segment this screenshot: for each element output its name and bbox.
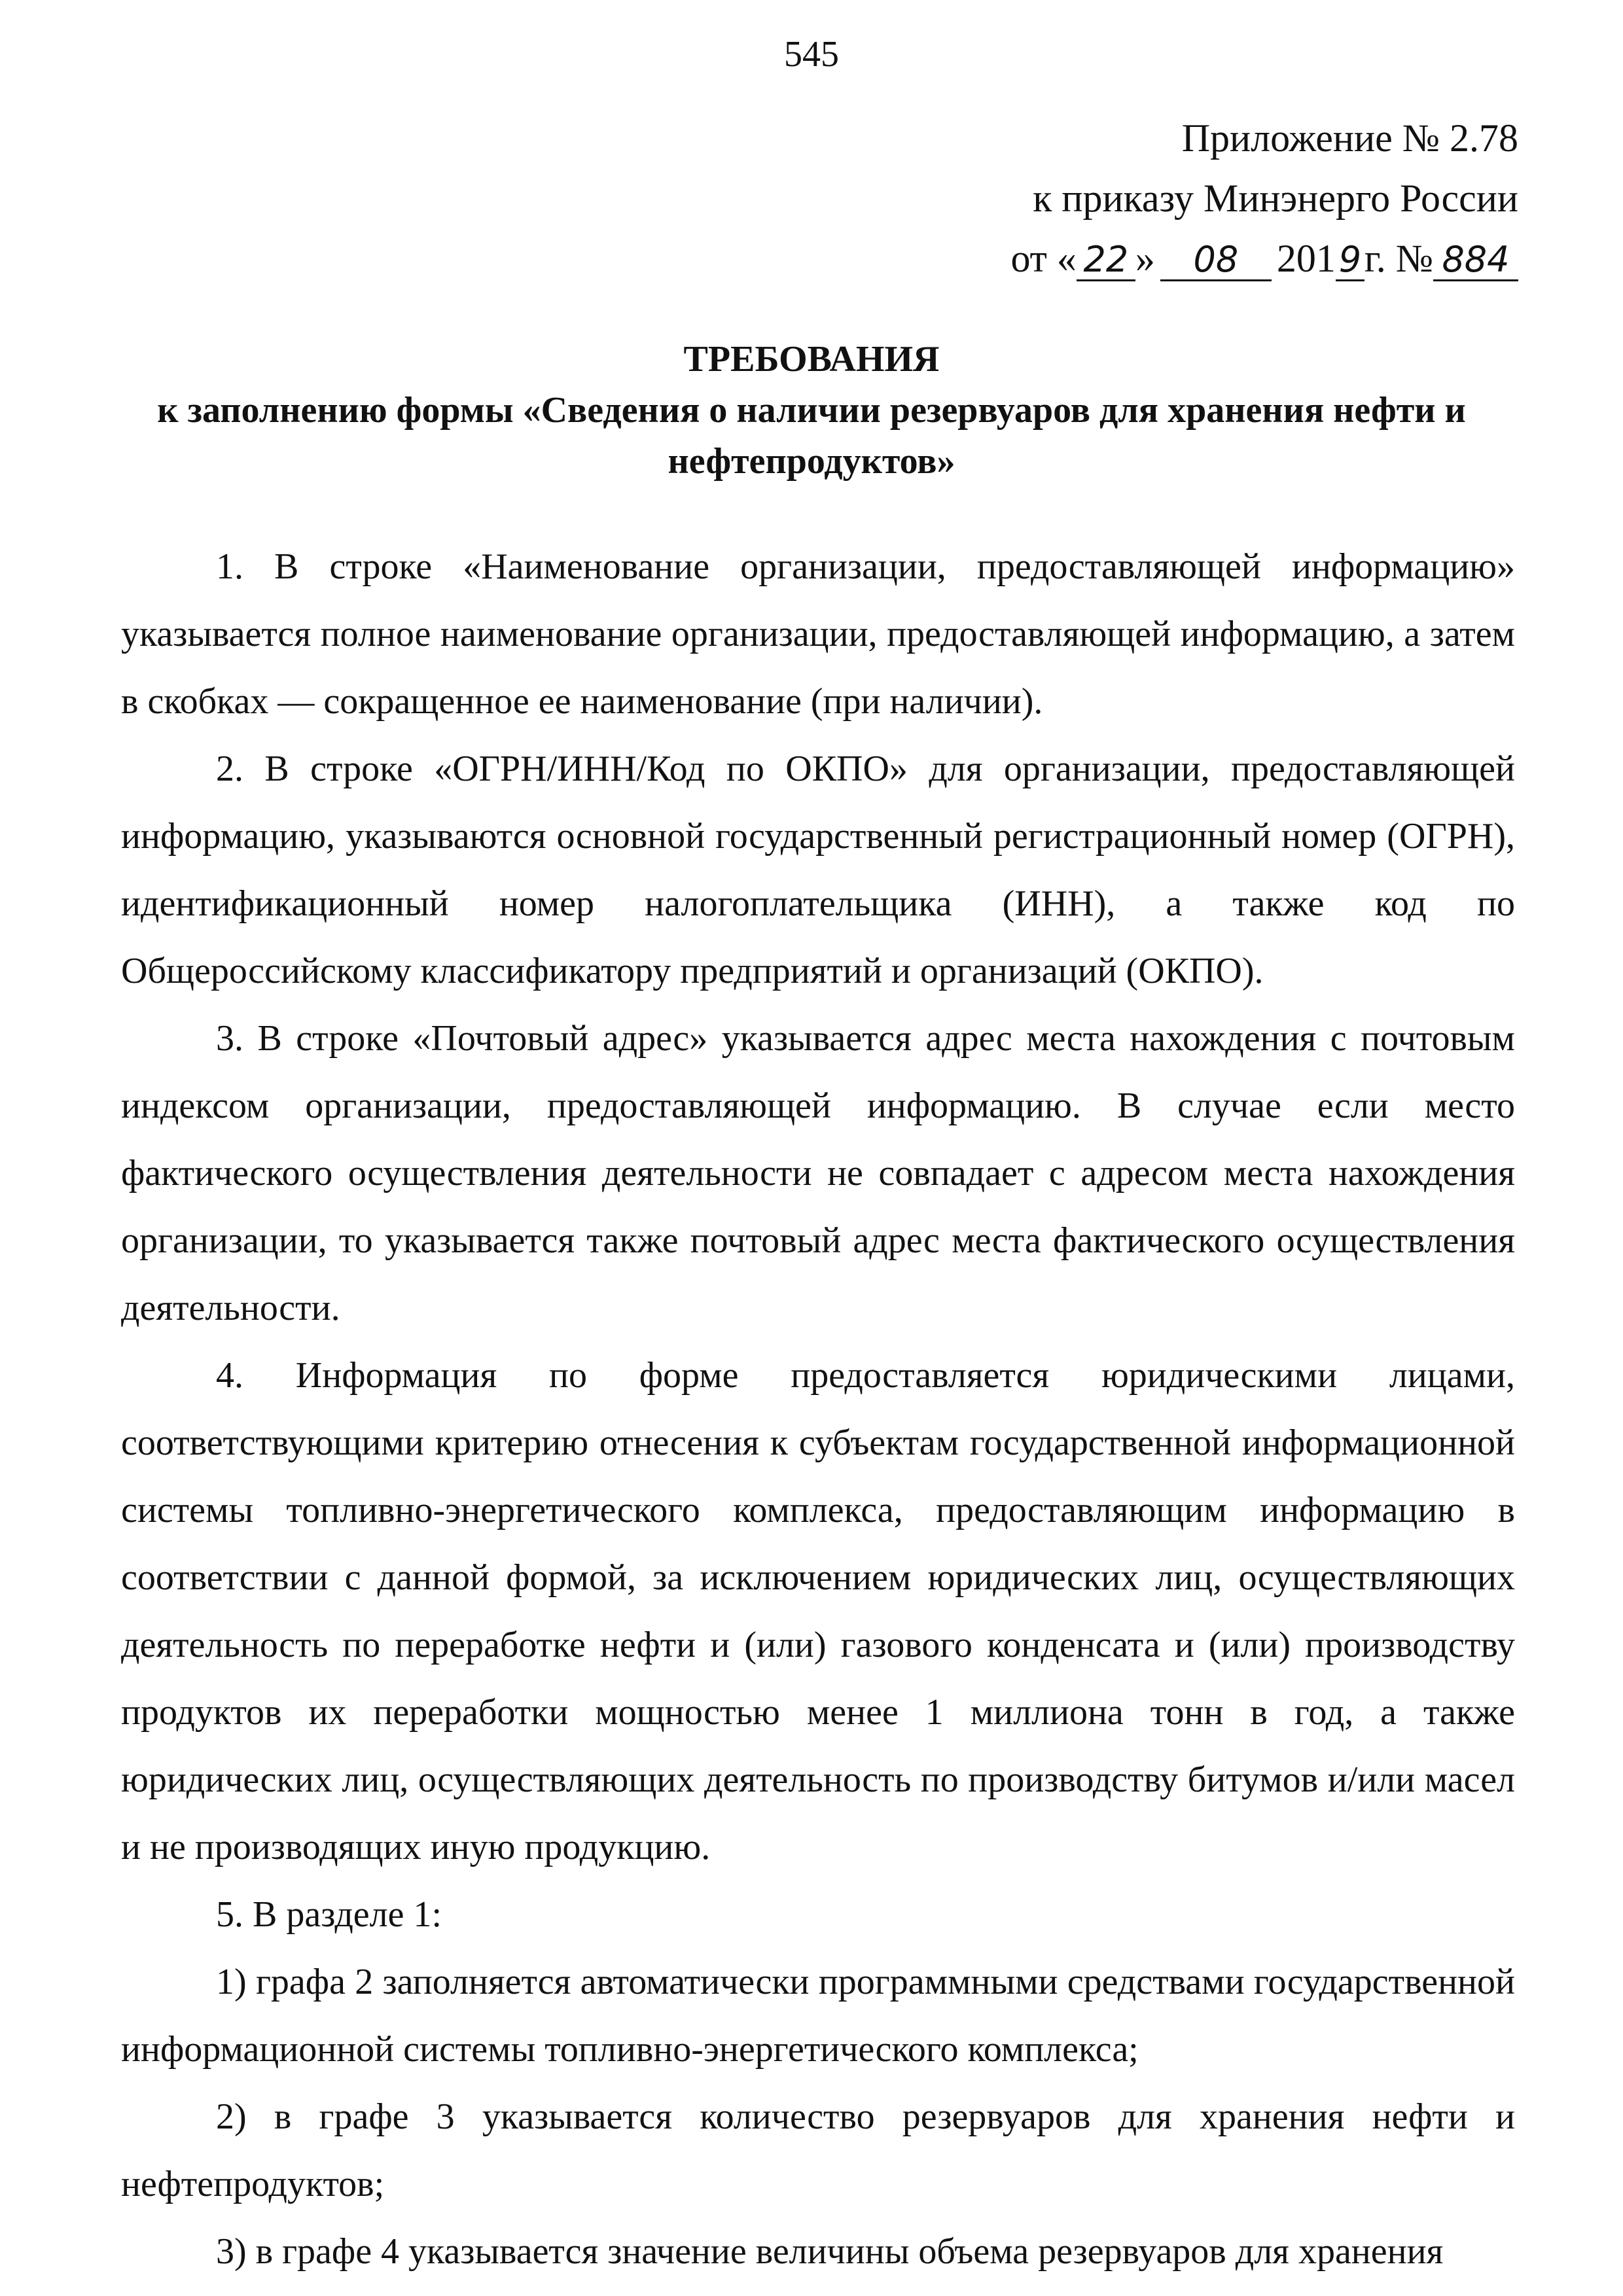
paragraph-1: 1. В строке «Наименование организации, предоставляющей информацию» указывается полное наименование организации, предоставляющей информацию, а затем в скобках — сокращенное ее наименование (при наличии).	[121, 546, 1515, 722]
page-number: 545	[784, 34, 839, 75]
document-body	[121, 533, 1515, 2286]
paragraph-2: 2. В строке «ОГРН/ИНН/Код по ОКПО» для организации, предоставляющей информацию, указываются основной государственный регистрационный номер (ОГРН), идентификационный номер налогоплательщика (ИНН), а также код по Общероссийскому классификатору предприятий и организаций (ОКПО).	[121, 749, 1515, 991]
date-year-prefix: 201	[1276, 237, 1336, 280]
handwritten-day: 22	[1077, 240, 1135, 281]
title-heading: ТРЕБОВАНИЯ	[683, 339, 940, 380]
paragraph-4: 4. Информация по форме предоставляется юридическими лицами, соответствующими критерию отнесения к субъектам государственной информационной системы топливно-энергетического комплекса, предоставляющим информацию в соответствии с данной формой, за исключением юридических лиц, осуществляющих деятельность по переработке нефти и (или) газового конденсата и (или) производству продуктов их переработки мощностью менее 1 миллиона тонн в год, а также юридических лиц, осуществляющих деятельность по производству битумов и/или масел и не производящих иную продукцию.	[121, 1355, 1515, 1867]
date-year-suffix: г. №	[1364, 237, 1433, 280]
paragraph-5-item-1: 1) графа 2 заполняется автоматически программными средствами государственной информационной системы топливно-энергетического комплекса;	[121, 1962, 1515, 2070]
handwritten-order-number: 884	[1433, 240, 1518, 281]
title-subtitle: к заполнению формы «Сведения о наличии резервуаров для хранения нефти и нефтепродуктов»	[157, 390, 1466, 482]
handwritten-month: 08	[1160, 240, 1272, 281]
appendix-line-1: Приложение № 2.78	[1181, 116, 1518, 160]
paragraph-5: 5. В разделе 1:	[216, 1894, 442, 1935]
appendix-line-2: к приказу Минэнерго России	[1033, 177, 1518, 220]
appendix-block	[982, 108, 1518, 289]
date-prefix: от «	[1010, 237, 1077, 280]
handwritten-year-digit: 9	[1336, 240, 1364, 281]
paragraph-5-item-3: 3) в графе 4 указывается значение величины объема резервуаров для хранения	[216, 2231, 1444, 2272]
paragraph-3: 3. В строке «Почтовый адрес» указывается адрес места нахождения с почтовым индексом организации, предоставляющей информацию. В случае если место фактического осуществления деятельности не совпадает с адресом места нахождения организации, то указывается также почтовый адрес места фактического осуществления деятельности.	[121, 1018, 1515, 1328]
paragraph-5-item-2: 2) в графе 3 указывается количество резервуаров для хранения нефти и нефтепродуктов;	[121, 2096, 1515, 2204]
date-quote-close: »	[1135, 237, 1155, 280]
appendix-date-line	[982, 228, 1518, 289]
document-title	[105, 334, 1518, 487]
